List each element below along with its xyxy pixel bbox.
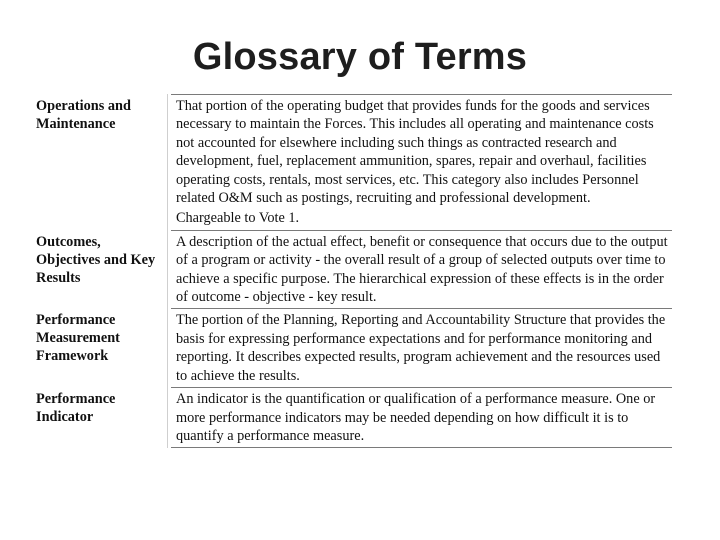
definition-text: An indicator is the quantification or qualification of a performance measure. One or more performance indicators may be needed depending on how difficult it is to quantify a performance measure.: [176, 391, 656, 444]
definition-cell: [171, 230, 672, 309]
definition-note: Chargeable to Vote 1.: [176, 210, 300, 227]
definition-cell: [171, 387, 672, 448]
column-divider: [167, 94, 168, 230]
definition-cell: [171, 308, 672, 387]
column-divider: [167, 387, 168, 448]
glossary-table: [36, 94, 672, 448]
term-operations-and-maintenance: Operations and Maintenance: [36, 98, 131, 132]
definition-text: That portion of the operating budget that provides funds for the goods and services necessary to maintain the Forces. This includes all operating and maintenance costs not accounted for elsewhere including such things as contracted research and development, fuel, replacement ammunition, spares, repair and overhaul, facilities operating costs, rentals, most services, etc. This category also includes Personnel related O&M such as postings, recruiting and professional development.: [176, 98, 654, 207]
definition-text: A description of the actual effect, benefit or consequence that occurs due to the output of a program or activity - the overall result of a group of selected outputs over time to achieve a specific purpose. The hierarchical expression of these effects is in the order of outcome - objective - key result.: [176, 233, 668, 306]
definition-cell: [171, 94, 672, 230]
definition-text: The portion of the Planning, Reporting and Accountability Structure that provides the basis for expressing performance expectations and for performance monitoring and reporting. It describes expected results, program achievement and the resources used to achieve the results.: [176, 312, 666, 384]
glossary-entry: [36, 230, 672, 309]
term-performance-measurement-framework: Performance Measurement Framework: [36, 312, 120, 365]
page-title: Glossary of Terms: [192, 36, 528, 78]
term-performance-indicator: Performance Indicator: [36, 391, 116, 426]
glossary-entry: [36, 387, 672, 448]
column-divider: [167, 230, 168, 309]
column-divider: [167, 308, 168, 387]
term-outcomes-objectives-key-results: Outcomes, Objectives and Key Results: [36, 233, 156, 286]
glossary-entry: [36, 308, 672, 387]
glossary-entry: [36, 94, 672, 230]
